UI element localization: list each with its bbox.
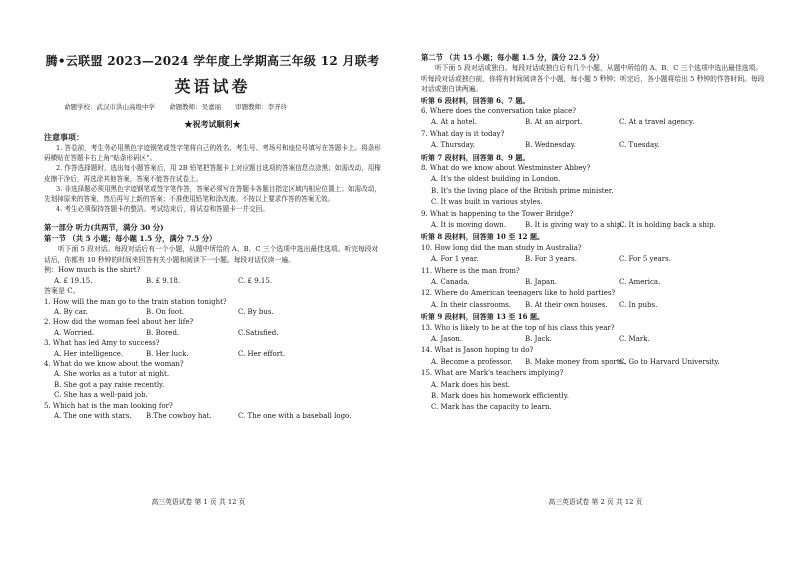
option-a: A. Thursday.: [431, 141, 476, 150]
option-c: C. At a travel agency.: [619, 118, 695, 127]
material-heading: 听第 7 段材料，回答第 8、9 题。: [421, 152, 530, 162]
option-c: C. Mark has the capacity to learn.: [431, 403, 552, 412]
option-b: B. She got a pay raise recently.: [54, 380, 165, 389]
question: 14. What is Jason hoping to do?: [421, 346, 534, 355]
option-b: B. It's the living place of the British prime minister.: [431, 186, 614, 195]
option-c: C. For 5 years.: [619, 255, 671, 264]
option-b: B.The cowboy hat.: [146, 412, 212, 421]
notice-item: 3. 非选择题必须用黑色字迹钢笔或签字笔作答，答案必须写在答题卡各题目指定区域内相应位置上；如需改动，先划掉原来的答案，然后再写上新的答案；不准使用铅笔和涂改液。不按以上要求作答的答案无效。: [44, 184, 381, 204]
option-b: B. Japan.: [525, 278, 557, 286]
section1-directions: 听下面 5 段对话。每段对话后有一个小题，从题中所给的 A、B、C 三个选项中选出最佳选项。听完每段对话后，你都有 10 秒钟的时间来回答有关小题和阅读下一小题。每段对话仅读一遍。: [44, 245, 379, 264]
question: 2. How did the woman feel about her life?: [44, 318, 194, 327]
option-c: C. Go to Harvard University.: [619, 357, 720, 366]
example-options: [44, 276, 381, 286]
option-b: B. Wednesday.: [525, 141, 576, 150]
option-a: A. In their classrooms.: [431, 300, 512, 309]
exam-page-2: [397, 0, 794, 561]
option-c: C. Mark.: [619, 335, 650, 344]
option-b: B. £ 9.18.: [146, 276, 181, 285]
option-a: A. By car.: [54, 308, 88, 317]
example-answer: 答案是 C。: [44, 287, 80, 296]
question: 3. What has led Amy to success?: [44, 339, 160, 348]
page-footer: 高三英语试卷 第 2 页 共 12 页: [548, 498, 643, 506]
part-heading: 第一部分 听力(共两节，满分 30 分): [44, 223, 164, 233]
options: [421, 357, 766, 368]
notice-item: 4. 考生必须保持答题卡的整洁。考试结束后，将试卷和答题卡一并交回。: [56, 205, 269, 214]
option-c: C. It was built in various styles.: [431, 198, 543, 207]
option-c: C. In pubs.: [619, 300, 658, 309]
option-c: C. £ 9.15.: [238, 276, 273, 285]
options: [421, 117, 766, 128]
question: 9. What is happening to the Tower Bridge?: [421, 209, 574, 218]
question: 1. How will the man go to the train station tonight?: [44, 297, 227, 306]
option-b: B. At an airport.: [525, 118, 583, 127]
option-b: B. For 3 years.: [525, 255, 577, 264]
question: 5. Which hat is the man looking for?: [44, 401, 173, 410]
option-a: A. Jason.: [431, 335, 463, 344]
options: [421, 220, 766, 231]
options: [44, 328, 381, 338]
option-b: B. Bored.: [146, 328, 180, 337]
option-a: A. At a hotel.: [431, 118, 478, 127]
options: [421, 300, 766, 311]
options: [421, 277, 766, 288]
notice-item: 2. 作答选择题时，选出每小题答案后，用 2B 铅笔把答题卡上对应题目选项的答案信息点涂黑；如需改动，用橡皮擦干净后，再选涂其他答案，答案不能答在试卷上。: [44, 164, 381, 183]
option-c: C.Satisfied.: [238, 328, 279, 337]
notice-heading: 注意事项：: [44, 132, 84, 142]
notice-item: 1. 答卷前，考生务必用黑色字迹钢笔或签字笔将自己的姓名、考生号、考场号和座位号填写在答题卡上。将条形码横贴在答题卡右上角“贴条形码区”。: [44, 144, 381, 163]
options: [44, 349, 381, 359]
section2-heading: 第二节 （共 15 小题；每小题 1.5 分，满分 22.5 分）: [421, 53, 604, 62]
exam-credits: [44, 102, 381, 111]
option-a: A. For 1 year.: [431, 255, 479, 264]
credit-author: 命题教师：吴嘉丽: [169, 103, 222, 111]
section1-heading: 第一节 （共 5 小题；每小题 1.5 分，满分 7.5 分）: [44, 234, 217, 244]
option-a: A. Mark does his best.: [431, 380, 511, 389]
option-a: A. It is moving down.: [431, 220, 507, 229]
material-heading: 听第 6 段材料，回答第 6、7 题。: [421, 95, 530, 105]
page-footer: 高三英语试卷 第 1 页 共 12 页: [151, 498, 246, 506]
option-b: B. Make money from sports.: [525, 357, 626, 366]
option-c: C. She has a well-paid job.: [54, 391, 148, 400]
options: [44, 411, 381, 421]
exam-subject: 英语试卷: [174, 77, 251, 96]
option-a: A. It's the oldest building in London.: [431, 175, 561, 184]
section2-directions: 听下面 5 段对话或独白。每段对话或独白后有几个小题，从题中所给的 A、B、C 三个选项中选出最佳选项。听每段对话或独白前，你将有时间阅读各个小题，每小题 5 秒钟；听完后，各小题将给出 5 秒钟的作答时间。每段对话或独白读两遍。: [421, 64, 765, 93]
question: 15. What are Mark's teachers implying?: [421, 369, 564, 378]
question: 8. What do we know about Westminster Abbey?: [421, 163, 591, 172]
option-a: A. Canada.: [431, 278, 470, 286]
option-c: C. The one with a baseball logo.: [238, 412, 352, 421]
question: 7. What day is it today?: [421, 129, 505, 138]
option-a: A. The one with stars.: [54, 412, 132, 421]
credit-reviewer: 审题教师：李齐玲: [235, 103, 288, 111]
options: [421, 254, 766, 265]
option-b: B. At their own houses.: [525, 300, 608, 309]
question: 12. Where do American teenagers like to hold parties?: [421, 289, 616, 298]
option-b: B. Mark does his homework efficiently.: [431, 392, 569, 401]
credit-school: 命题学校：武汉市洪山高级中学: [64, 103, 155, 111]
question: 4. What do we know about the woman?: [44, 360, 184, 369]
option-a: A. Worried.: [54, 328, 95, 337]
option-a: A. £ 19.15.: [54, 276, 93, 285]
question: 6. Where does the conversation take place?: [421, 106, 576, 115]
question: 13. Who is likely to be at the top of his class this year?: [421, 323, 615, 332]
option-b: B. Her luck.: [146, 349, 189, 358]
option-a: A. Become a professor.: [431, 357, 513, 366]
option-a: A. Her intelligence.: [54, 349, 124, 358]
options: [44, 307, 381, 317]
options: [421, 140, 766, 151]
option-b: B. It is giving way to a ship.: [525, 220, 624, 229]
question-list: [44, 297, 381, 422]
material-heading: 听第 9 段材料，回答第 13 至 16 题。: [421, 312, 544, 322]
option-c: C. By bus.: [238, 308, 274, 317]
option-c: C. Tuesday.: [619, 141, 660, 150]
question: 10. How long did the man study in Australia?: [421, 243, 582, 252]
option-c: C. It is holding back a ship.: [619, 220, 716, 229]
option-b: B. Jack.: [525, 335, 552, 344]
good-luck-banner: ★祝考试顺利★: [184, 119, 241, 129]
question: 11. Where is the man from?: [421, 266, 520, 275]
exam-title: 腾•云联盟 2023—2024 学年度上学期高三年级 12 月联考: [45, 54, 380, 68]
option-a: A. She works as a tutor at night.: [54, 370, 170, 379]
example-question: 例：How much is the shirt?: [44, 266, 141, 275]
option-c: C. Her effort.: [238, 349, 286, 358]
option-b: B. On foot.: [146, 308, 185, 317]
option-c: C. America.: [619, 278, 661, 286]
options: [421, 334, 766, 345]
material-heading: 听第 8 段材料，回答第 10 至 12 题。: [421, 232, 544, 242]
